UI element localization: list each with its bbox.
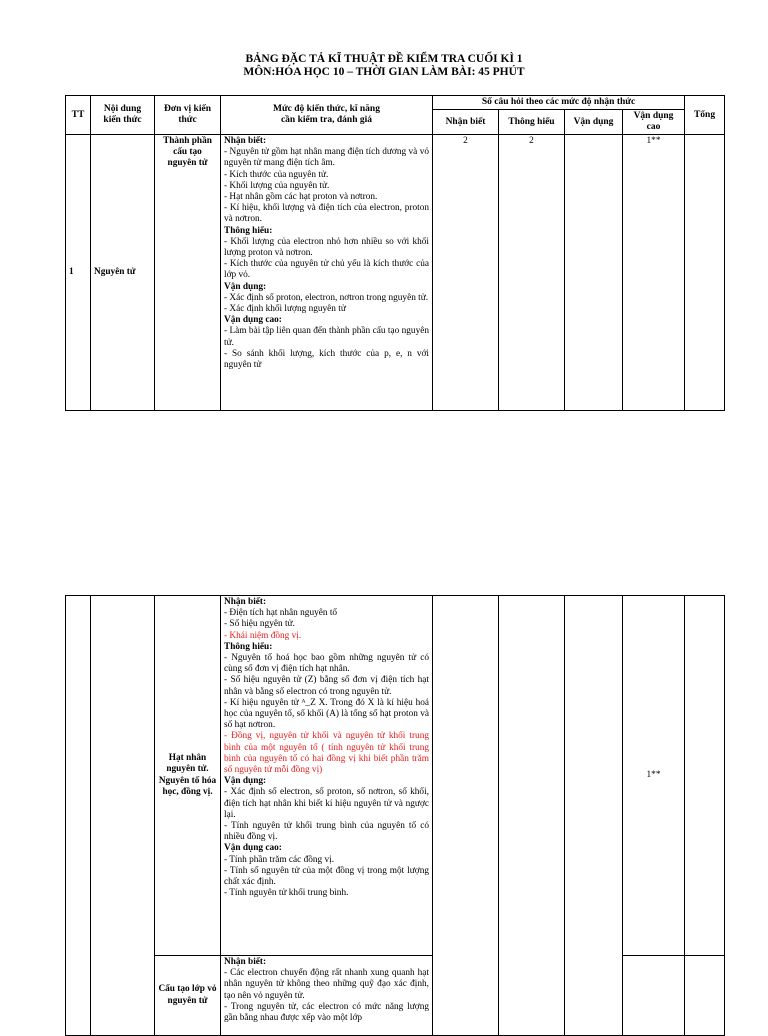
row1-total	[685, 135, 725, 411]
document-subtitle: MÔN:HÓA HỌC 10 – THỜI GIAN LÀM BÀI: 45 PHÚT	[243, 66, 525, 78]
level-item: - Kí hiệu, khối lượng và điện tích của electron, proton và nơtron.	[224, 203, 429, 225]
row1-tt: 1	[66, 135, 91, 411]
level-heading: Thông hiểu:	[224, 641, 273, 652]
level-item: - Nguyên tố hoá học bao gồm những nguyên tử có cùng số đơn vị điện tích hạt nhân.	[224, 653, 429, 675]
header-level-line2: cần kiểm tra, đánh giá	[280, 115, 373, 125]
row2-content	[91, 596, 155, 1036]
level-heading: Vận dụng:	[224, 776, 267, 787]
document-title: BẢNG ĐẶC TẢ KĨ THUẬT ĐỀ KIỂM TRA CUỐI KÌ 1	[245, 53, 523, 65]
row2-apply-high-count: 1**	[623, 596, 685, 956]
header-tt: TT	[66, 96, 91, 135]
level-item: - So sánh khối lượng, kích thước của p, e, n với nguyên tử	[224, 348, 429, 371]
level-item: - Khối lượng của nguyên tử.	[224, 180, 330, 191]
level-item: - Tính nguyên tử khối trung bình của nguyên tố có nhiều đồng vị.	[224, 821, 429, 843]
level-item: - Nguyên tử gồm hạt nhân mang điện tích dương và vỏ nguyên tử mang điện tích âm.	[224, 147, 429, 169]
row1-content: Nguyên tử	[91, 135, 155, 411]
level-heading: Nhận biết:	[224, 957, 267, 967]
row1-levels	[221, 135, 433, 411]
row1-apply-high-count: 1**	[623, 135, 685, 411]
level-item: - Tính phần trăm các đồng vị.	[224, 854, 335, 865]
level-item: - Số hiệu ngyên tử.	[224, 619, 295, 630]
level-item: - Kích thước của nguyên tử chủ yếu là kích thước của lớp vỏ.	[224, 259, 429, 281]
row2-tt	[66, 596, 91, 1036]
header-apply: Vận dụng	[565, 110, 623, 135]
row1-understand-count: 2	[499, 135, 565, 411]
header-level	[221, 96, 433, 135]
level-item: - Kí hiệu nguyên tử ᴬ_Z X. Trong đó X là kí hiệu hoá học của nguyên tố, số khối (A) là tổng số hạt proton và số hạt nơtron.	[224, 697, 429, 731]
header-recognize: Nhận biết	[433, 110, 499, 135]
level-item: - Đồng vị, nguyên tử khối và nguyên tử khối trung bình của một nguyên tố ( tính nguyên tử khối trung bình của nguyên tố có hai đồng vị khi biết phần trăm số nguyên tử mỗi đồng vị)	[224, 731, 429, 776]
level-heading: Nhận biết:	[224, 597, 267, 607]
level-heading: Vận dụng:	[224, 281, 267, 292]
header-total: Tổng	[685, 96, 725, 135]
level-item: - Xác định khối lượng nguyên tử	[224, 304, 346, 315]
header-understand: Thông hiểu	[499, 110, 565, 135]
header-apply-high: Vận dụng cao	[623, 110, 685, 135]
level-item: - Hạt nhân gồm các hạt proton và nơtron.	[224, 192, 378, 203]
row2-recognize-count	[433, 596, 499, 1036]
level-item: - Tính số nguyên tử của một đồng vị trong một lượng chất xác định.	[224, 865, 429, 888]
level-item: - Điện tích hạt nhân nguyên tố	[224, 608, 338, 619]
level-item: - Khái niệm đồng vị.	[224, 630, 302, 641]
row3-unit: Cấu tạo lớp vỏ nguyên tử	[155, 956, 221, 1036]
level-item: - Xác định số electron, số proton, số nơtron, số khối, điện tích hạt nhân khi biết kí hiệu nguyên tử và ngược lại.	[224, 787, 429, 820]
level-item: - Khối lượng của electron nhỏ hơn nhiều so với khối lượng proton và nơtron.	[224, 236, 429, 259]
header-level-line1: Mức độ kiến thức, kĩ năng	[273, 104, 380, 114]
level-item: - Tính nguyên tử khối trung bình.	[224, 888, 349, 899]
header-unit: Đơn vị kiến thức	[155, 96, 221, 135]
row1-recognize-count: 2	[433, 135, 499, 411]
level-heading: Vận dụng cao:	[224, 315, 282, 326]
spec-table-part1	[65, 95, 725, 411]
header-count-group: Số câu hỏi theo các mức độ nhận thức	[433, 96, 685, 110]
level-item: - Các electron chuyển động rất nhanh xung quanh hạt nhân nguyên tử không theo những quỹ đạo xác định, tạo nên vỏ nguyên tử.	[224, 968, 429, 1001]
level-item: - Số hiệu nguyên tử (Z) bằng số đơn vị điện tích hạt nhân và bằng số electron có trong nguyên tử.	[224, 675, 429, 697]
row2-understand-count	[499, 596, 565, 1036]
level-heading: Vận dụng cao:	[224, 843, 282, 854]
row2-levels	[221, 596, 433, 956]
row2-unit: Hạt nhân nguyên tử. Nguyên tố hóa học, đồng vị.	[155, 596, 221, 956]
level-item: - Làm bài tập liên quan đến thành phần cấu tạo nguyên tử.	[224, 326, 429, 348]
level-item: - Kích thước của nguyên tử.	[224, 169, 329, 180]
header-content: Nội dung kiến thức	[91, 96, 155, 135]
level-heading: Nhận biết:	[224, 136, 267, 146]
row1-apply-count	[565, 135, 623, 411]
level-heading: Thông hiểu:	[224, 225, 273, 236]
row2-apply-count	[565, 596, 623, 1036]
spec-table-part2	[65, 595, 725, 1036]
row2-total	[685, 596, 725, 956]
row1-unit: Thành phần cấu tạo nguyên tử	[155, 135, 221, 411]
level-item: - Trong nguyên tử, các electron có mức năng lượng gần bằng nhau được xếp vào một lớp	[224, 1001, 429, 1024]
level-item: - Xác định số proton, electron, nơtron trong nguyên tử.	[224, 292, 429, 303]
